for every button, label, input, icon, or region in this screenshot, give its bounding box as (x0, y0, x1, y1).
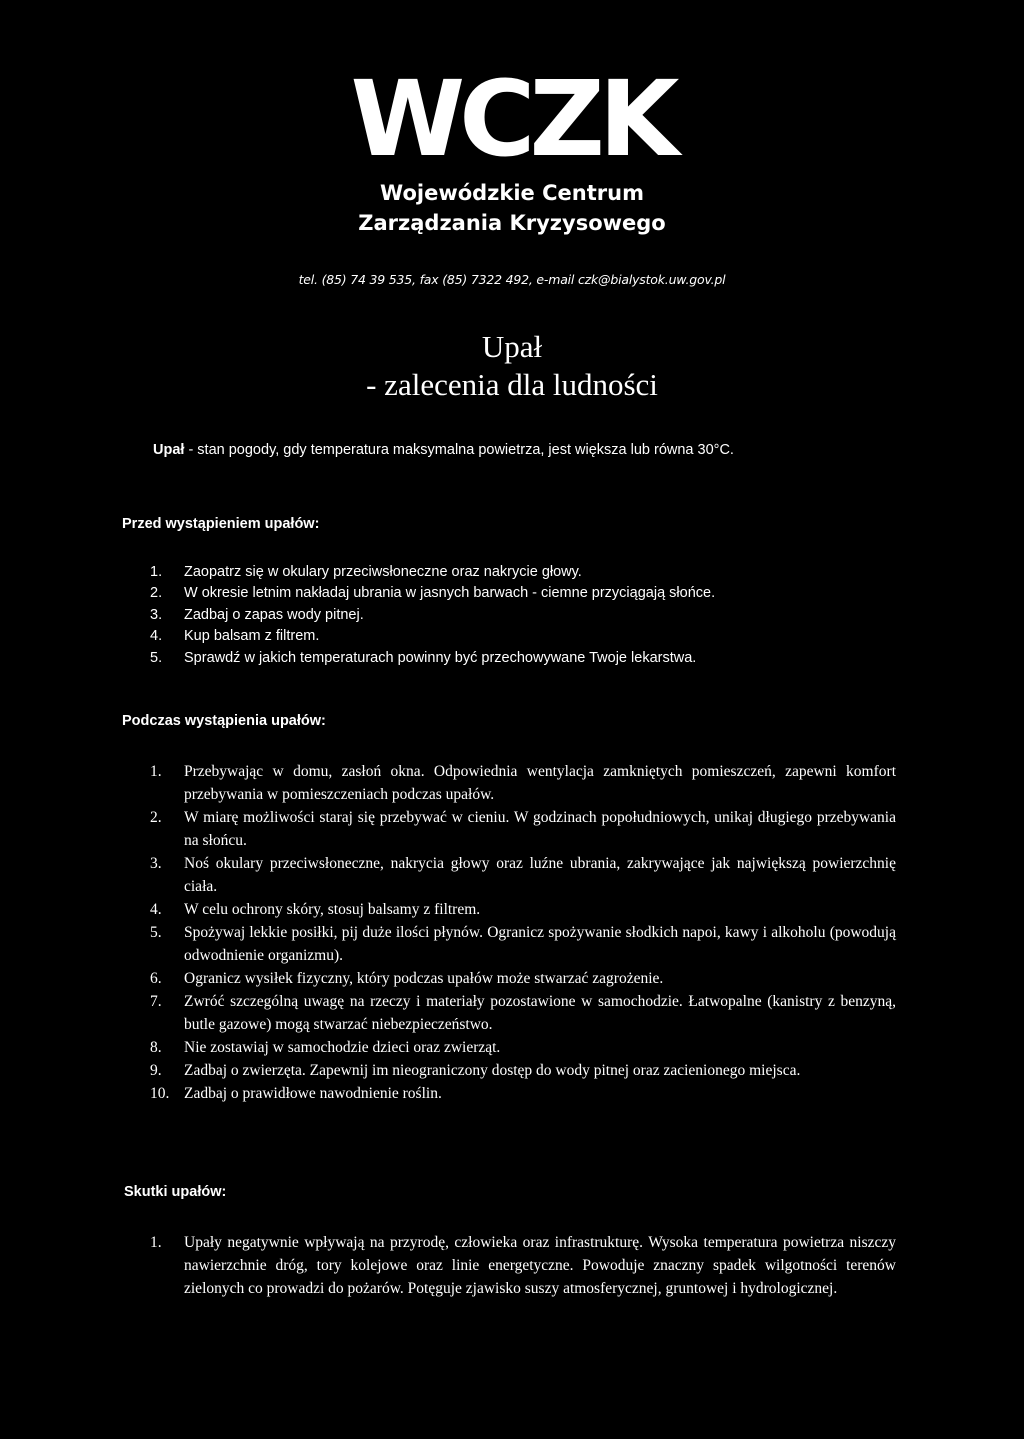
list-item (150, 1036, 896, 1059)
item-number: 4. (150, 628, 163, 645)
list-item (150, 626, 715, 647)
heat-definition (153, 442, 734, 458)
list-item (150, 806, 896, 852)
item-number: 7. (150, 993, 162, 1010)
contact-line: tel. (85) 74 39 535, fax (85) 7322 492, e-mail czk@bialystok.uw.gov.pl (298, 272, 726, 287)
before-heading: Przed wystąpieniem upałów: (122, 516, 320, 532)
list-item (150, 562, 715, 583)
item-text: W miarę możliwości staraj się przebywać w cieniu. W godzinach popołudniowych, unikaj długiego przebywania na słońcu. (184, 809, 896, 849)
org-line-2: Zarządzania Kryzysowego (358, 211, 666, 235)
title-line-2: - zalecenia dla ludności (366, 367, 658, 402)
list-item (150, 921, 896, 967)
list-item (150, 760, 896, 806)
list-item (150, 605, 715, 626)
item-text: W celu ochrony skóry, stosuj balsamy z filtrem. (184, 901, 481, 918)
definition-term: Upał (153, 442, 185, 458)
item-number: 1. (150, 1234, 162, 1251)
list-item (150, 898, 896, 921)
item-text: Zadbaj o prawidłowe nawodnienie roślin. (184, 1085, 442, 1102)
item-text: Ogranicz wysiłek fizyczny, który podczas upałów może stwarzać zagrożenie. (184, 970, 664, 987)
effects-heading: Skutki upałów: (124, 1184, 227, 1200)
org-line-1: Wojewódzkie Centrum (380, 181, 644, 205)
item-text: Upały negatywnie wpływają na przyrodę, człowieka oraz infrastrukturę. Wysoka temperatura powietrza niszczy nawierzchnie dróg, tory kolejowe oraz linie energetyczne. Powoduje znaczny spadek wilgotności terenów zielonych co prowadzi do pożarów. Potęguje zjawisko suszy atmosferycznej, gruntowej i hydrologicznej. (184, 1234, 896, 1297)
item-number: 3. (150, 606, 163, 623)
item-number: 2. (150, 585, 163, 602)
item-number: 1. (150, 564, 163, 580)
item-text: Sprawdź w jakich temperaturach powinny być przechowywane Twoje lekarstwa. (184, 649, 697, 666)
item-text: Zwróć szczególną uwagę na rzeczy i materiały pozostawione w samochodzie. Łatwopalne (kanistry z benzyną, butle gazowe) mogą stwarzać niebezpieczeństwo. (184, 993, 896, 1033)
item-number: 6. (150, 970, 162, 987)
list-item (150, 1231, 896, 1300)
item-number: 3. (150, 855, 162, 872)
item-number: 2. (150, 809, 162, 826)
item-number: 10. (150, 1085, 170, 1102)
list-item (150, 852, 896, 898)
list-item (150, 967, 896, 990)
list-item (150, 583, 715, 604)
item-number: 4. (150, 901, 162, 918)
definition-text: - stan pogody, gdy temperatura maksymalna powietrza, jest większa lub równa 30°C. (184, 442, 734, 458)
item-text: Noś okulary przeciwsłoneczne, nakrycia głowy oraz luźne ubrania, zakrywające jak największą powierzchnię ciała. (184, 855, 896, 895)
item-number: 5. (150, 649, 163, 666)
item-text: Kup balsam z filtrem. (184, 628, 320, 645)
item-text: Zadbaj o zapas wody pitnej. (184, 606, 364, 623)
item-number: 9. (150, 1062, 162, 1079)
page-title (0, 328, 1024, 404)
list-item (150, 648, 715, 669)
item-text: Przebywając w domu, zasłoń okna. Odpowiednia wentylacja zamkniętych pomieszczeń, zapewni komfort przebywania w pomieszczeniach podczas upałów. (184, 763, 896, 803)
item-text: W okresie letnim nakładaj ubrania w jasnych barwach - ciemne przyciągają słońce. (184, 585, 716, 602)
list-item (150, 990, 896, 1036)
list-item (150, 1082, 896, 1105)
item-text: Zaopatrz się w okulary przeciwsłoneczne oraz nakrycie głowy. (184, 564, 582, 580)
during-heading: Podczas wystąpienia upałów: (122, 713, 326, 729)
item-text: Spożywaj lekkie posiłki, pij duże ilości płynów. Ogranicz spożywanie słodkich napoi, kawy i alkoholu (powodują odwodnienie organizmu). (184, 924, 896, 964)
item-text: Zadbaj o zwierzęta. Zapewnij im nieograniczony dostęp do wody pitnej oraz zacienionego miejsca. (184, 1062, 801, 1079)
list-item (150, 1059, 896, 1082)
wczk-logo: WCZK (350, 58, 674, 180)
organization-name (0, 178, 1024, 238)
effects-list (150, 1231, 896, 1300)
before-list (150, 562, 715, 669)
item-number: 1. (150, 763, 162, 780)
item-text: Nie zostawiaj w samochodzie dzieci oraz zwierząt. (184, 1039, 501, 1056)
item-number: 8. (150, 1039, 162, 1056)
during-list (150, 760, 896, 1105)
item-number: 5. (150, 924, 162, 941)
title-line-1: Upał (481, 329, 543, 364)
